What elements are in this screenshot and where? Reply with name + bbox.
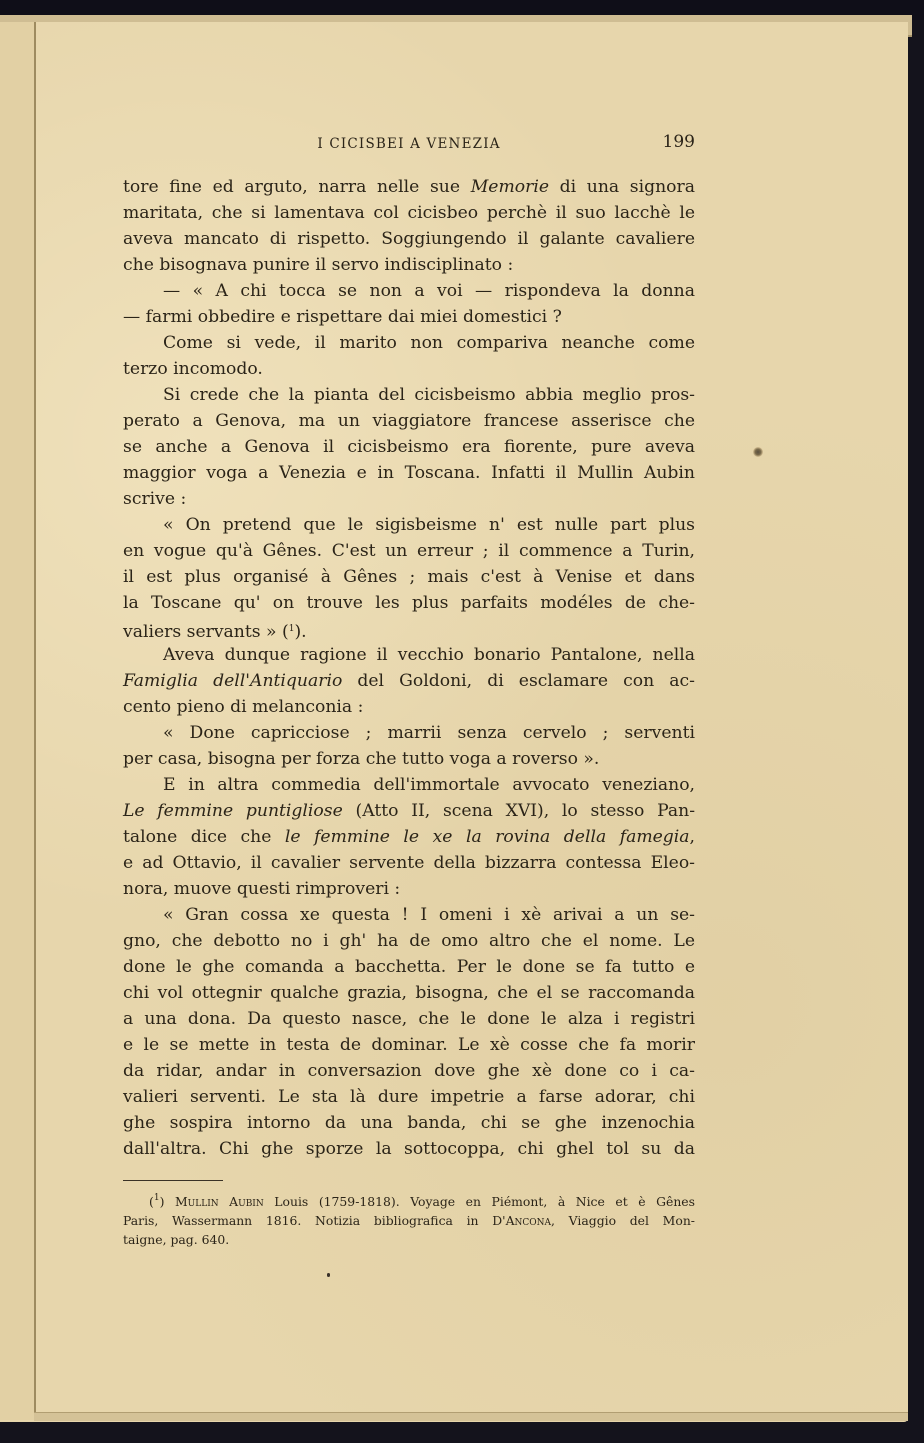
text-run: nora, muove questi rimproveri : [123, 879, 401, 899]
text-run: terzo incomodo. [123, 359, 263, 379]
page-number: 199 [662, 132, 695, 152]
ink-speck [327, 1273, 330, 1277]
text-run: maritata, che si lamentava col cicisbeo perchè il suo lacchè le [123, 203, 695, 223]
text-run: maggior voga a Venezia e in Toscana. Infatti il Mullin Aubin [123, 463, 695, 483]
text-line [123, 512, 695, 538]
italic-title: Le femmine puntigliose [123, 801, 343, 821]
text-run: aveva mancato di rispetto. Soggiungendo il galante cavaliere [123, 229, 695, 249]
text-line [123, 850, 695, 876]
text-line [123, 1136, 695, 1162]
text-line [123, 902, 695, 928]
text-run: ). [294, 622, 307, 642]
text-block [123, 128, 695, 1249]
text-line [123, 356, 695, 382]
italic-title: Memorie [470, 177, 549, 197]
text-line [123, 954, 695, 980]
text-line [123, 278, 695, 304]
text-run: (Atto II, scena XVI), lo stesso Pan- [342, 801, 696, 821]
running-head [123, 128, 695, 158]
foxing-spot [753, 447, 763, 457]
text-run: ghe sospira intorno da una banda, chi se ghe inzenochia [123, 1113, 695, 1133]
text-line [123, 694, 695, 720]
text-line [123, 1058, 695, 1084]
text-line [123, 564, 695, 590]
text-line [123, 330, 695, 356]
text-line [123, 174, 695, 200]
text-line [123, 252, 695, 278]
text-run: « On pretend que le sigisbeisme n' est nulle part plus [163, 515, 695, 535]
text-line [123, 486, 695, 512]
footnote-marker: 1 [153, 1193, 160, 1203]
text-run: Si crede che la pianta del cicisbeismo abbia meglio pros- [163, 385, 695, 405]
text-run: ( [149, 1194, 154, 1209]
text-run: « Gran cossa xe questa ! I omeni i xè arivai a un se- [163, 905, 695, 925]
text-run: valieri serventi. Le sta là dure impetrie a farse adorar, chi [123, 1087, 695, 1107]
text-run: perato a Genova, ma un viaggiatore francese asserisce che [123, 411, 695, 431]
text-line [123, 1084, 695, 1110]
text-line [123, 746, 695, 772]
text-run: la Toscane qu' on trouve les plus parfaits modéles de che- [123, 593, 695, 613]
text-run: — farmi obbedire e rispettare dai miei domestici ? [123, 307, 562, 327]
text-run: taigne, pag. 640. [123, 1232, 230, 1247]
text-run: E in altra commedia dell'immortale avvocato veneziano, [163, 775, 695, 795]
text-line [123, 408, 695, 434]
footnote-line [123, 1230, 695, 1249]
text-run: Paris, Wassermann 1816. Notizia bibliografica in [123, 1213, 493, 1228]
text-line [123, 1110, 695, 1136]
text-run: del Goldoni, di esclamare con ac- [342, 671, 695, 691]
text-line [123, 200, 695, 226]
text-run: e ad Ottavio, il cavalier servente della bizzarra contessa Eleo- [123, 853, 695, 873]
text-line [123, 590, 695, 616]
text-run: e le se mette in testa de dominar. Le xè cosse che fa morir [123, 1035, 695, 1055]
footnotes [123, 1189, 695, 1249]
text-run: en vogue qu'à Gênes. C'est un erreur ; il commence a Turin, [123, 541, 695, 561]
text-run: per casa, bisogna per forza che tutto voga a roverso ». [123, 749, 600, 769]
page-gutter-fold [0, 22, 36, 1420]
text-run: « Done capricciose ; marrii senza cervelo ; serventi [163, 723, 695, 743]
text-run: ) [159, 1194, 175, 1209]
text-run: Mullin Aubin [174, 1194, 264, 1209]
text-run: scrive : [123, 489, 187, 509]
text-run: D'Ancona [492, 1213, 552, 1228]
text-run: che bisognava punire il servo indisciplinato : [123, 255, 514, 275]
text-line [123, 1032, 695, 1058]
text-line [123, 772, 695, 798]
text-run: valiers servants » ( [123, 622, 289, 642]
text-line [123, 720, 695, 746]
text-run: Come si vede, il marito non compariva neanche come [163, 333, 695, 353]
text-run: — « A chi tocca se non a voi — rispondeva la donna [163, 281, 695, 301]
text-run: chi vol ottegnir qualche grazia, bisogna, che el se raccomanda [123, 983, 695, 1003]
footnote-line [123, 1189, 695, 1211]
text-line [123, 434, 695, 460]
text-line [123, 304, 695, 330]
text-run: il est plus organisé à Gênes ; mais c'est à Venise et dans [123, 567, 695, 587]
text-line [123, 1006, 695, 1032]
text-run: di una signora [549, 177, 695, 197]
footnote-rule [123, 1180, 223, 1181]
text-line [123, 642, 695, 668]
text-line [123, 798, 695, 824]
text-line [123, 226, 695, 252]
text-run: tore fine ed arguto, narra nelle sue [123, 177, 471, 197]
italic-title: le femmine le xe la rovina della famegia [284, 827, 690, 847]
text-run: done le ghe comanda a bacchetta. Per le done se fa tutto e [123, 957, 695, 977]
text-line [123, 616, 695, 642]
text-run: dall'altra. Chi ghe sporze la sottocoppa, chi ghel tol su da [123, 1139, 695, 1159]
footnote-marker: 1 [288, 624, 295, 634]
text-line [123, 668, 695, 694]
text-run: cento pieno di melanconia : [123, 697, 364, 717]
page-bottom-edge [34, 1412, 908, 1421]
text-line [123, 538, 695, 564]
text-line [123, 460, 695, 486]
text-line [123, 928, 695, 954]
text-run: Louis (1759-1818). Voyage en Piémont, à Nice et è Gênes [263, 1194, 695, 1209]
footnote-line [123, 1211, 695, 1230]
text-run: , [689, 827, 695, 847]
text-run: gno, che debotto no i gh' ha de omo altro che el nome. Le [123, 931, 695, 951]
italic-title: Famiglia dell'Antiquario [123, 671, 343, 691]
text-run: se anche a Genova il cicisbeismo era fiorente, pure aveva [123, 437, 695, 457]
text-line [123, 382, 695, 408]
text-run: , Viaggio del Mon- [551, 1213, 695, 1228]
running-head-title: I CICISBEI A VENEZIA [317, 136, 501, 152]
body-text [123, 174, 695, 1162]
text-line [123, 980, 695, 1006]
text-run: talone dice che [123, 827, 285, 847]
text-run: Aveva dunque ragione il vecchio bonario Pantalone, nella [163, 645, 695, 665]
text-run: a una dona. Da questo nasce, che le done le alza i registri [123, 1009, 695, 1029]
text-run: da ridar, andar in conversazion dove ghe xè done co i ca- [123, 1061, 695, 1081]
text-line [123, 876, 695, 902]
text-line [123, 824, 695, 850]
